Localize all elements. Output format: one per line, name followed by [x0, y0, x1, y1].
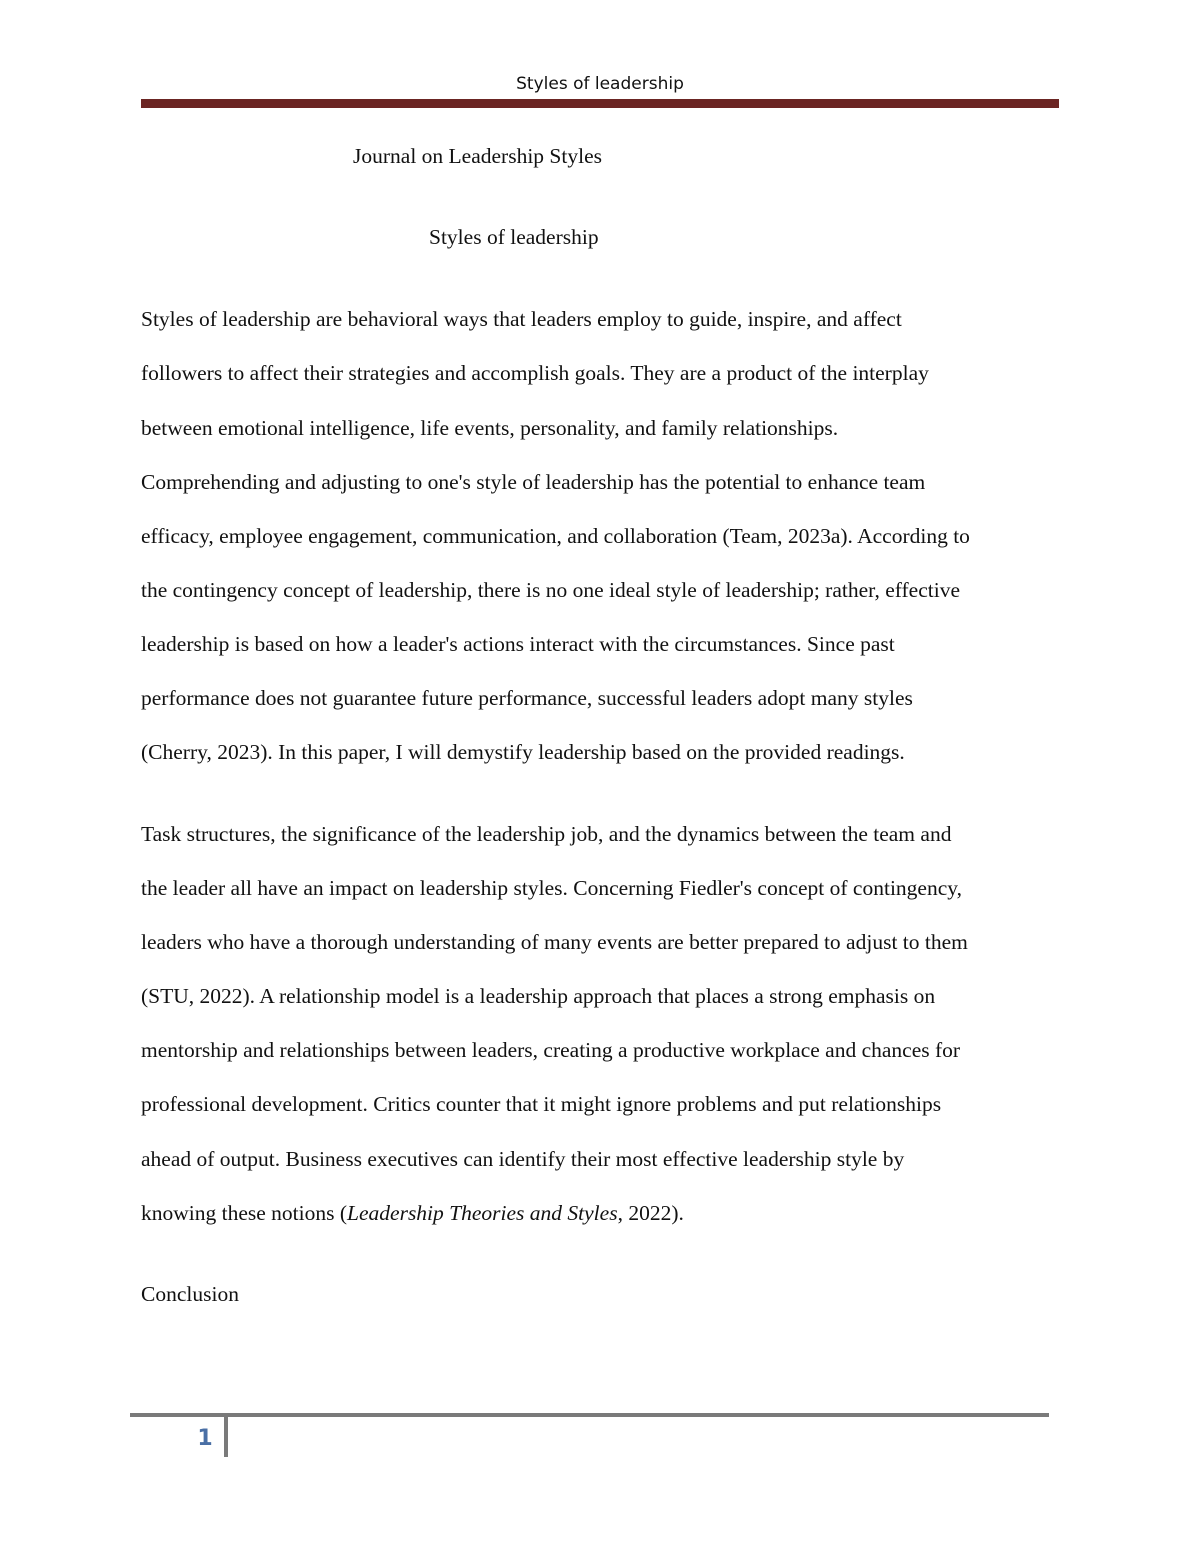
document-title: Journal on Leadership Styles: [353, 144, 602, 168]
paragraph-2-line: professional development. Critics counter that it might ignore problems and put relationships: [141, 1092, 942, 1116]
paragraph-2-last-line: [141, 1203, 684, 1225]
footer-rule: [130, 1413, 1049, 1417]
paragraph-1-line: Styles of leadership are behavioral ways that leaders employ to guide, inspire, and affect: [141, 307, 902, 331]
citation-italic-title: Leadership Theories and Styles: [347, 1201, 618, 1225]
section-heading: Styles of leadership: [429, 225, 599, 249]
paragraph-1-line: Comprehending and adjusting to one's style of leadership has the potential to enhance team: [141, 470, 926, 494]
paragraph-1-line: followers to affect their strategies and accomplish goals. They are a product of the interplay: [141, 361, 929, 385]
paragraph-2-line: ahead of output. Business executives can identify their most effective leadership style by: [141, 1147, 905, 1171]
running-header: Styles of leadership: [516, 74, 684, 94]
header-rule: [141, 99, 1059, 108]
paragraph-2-line: mentorship and relationships between leaders, creating a productive workplace and chances for: [141, 1038, 961, 1062]
paragraph-2-line: (STU, 2022). A relationship model is a leadership approach that places a strong emphasis on: [141, 984, 936, 1008]
paragraph-1-line: (Cherry, 2023). In this paper, I will demystify leadership based on the provided readings.: [141, 740, 905, 764]
page-number: 1: [197, 1426, 213, 1451]
citation-suffix: , 2022).: [617, 1201, 684, 1225]
paragraph-2-line: Task structures, the significance of the leadership job, and the dynamics between the team and: [141, 822, 952, 846]
paragraph-2-line: leaders who have a thorough understanding of many events are better prepared to adjust to them: [141, 930, 968, 954]
footer-divider: [224, 1413, 228, 1457]
paragraph-1-line: performance does not guarantee future performance, successful leaders adopt many styles: [141, 686, 913, 710]
paragraph-1-line: efficacy, employee engagement, communication, and collaboration (Team, 2023a). According to: [141, 524, 970, 548]
paragraph-2-line: the leader all have an impact on leadership styles. Concerning Fiedler's concept of contingency,: [141, 876, 962, 900]
paragraph-1-line: the contingency concept of leadership, there is no one ideal style of leadership; rather, effective: [141, 578, 960, 602]
paragraph-1-line: between emotional intelligence, life events, personality, and family relationships.: [141, 416, 839, 440]
conclusion-heading: Conclusion: [141, 1282, 239, 1306]
citation-prefix: knowing these notions (: [141, 1201, 348, 1225]
paragraph-1-line: leadership is based on how a leader's actions interact with the circumstances. Since past: [141, 632, 895, 656]
